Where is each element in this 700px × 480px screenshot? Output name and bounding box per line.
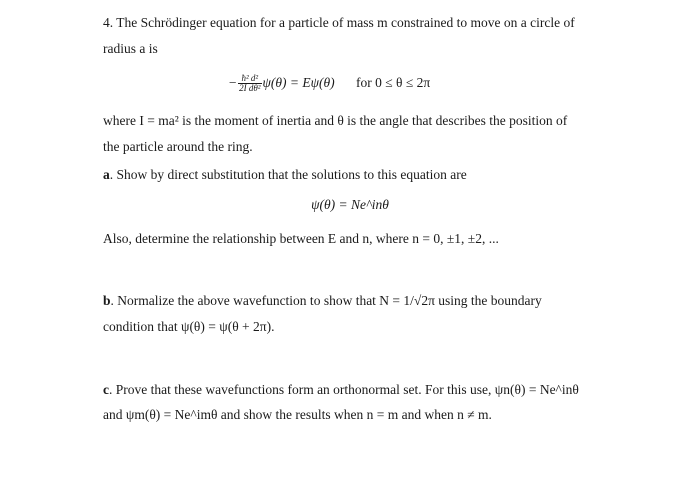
equation-body: ψ(θ) = Eψ(θ): [262, 75, 335, 90]
part-a-followup: Also, determine the relationship between E and n, where n = 0, ±1, ±2, ...: [103, 231, 499, 246]
fraction-numerator: ħ² d²: [238, 74, 261, 84]
part-b-label: b: [103, 293, 111, 308]
part-a-equation: ψ(θ) = Ne^inθ: [311, 197, 389, 212]
part-c-body: . Prove that these wavefunctions form an orthonormal set. For this use, ψn(θ) = Ne^inθ: [109, 382, 579, 397]
schrodinger-equation: [228, 74, 430, 93]
intro-line-1: 4. The Schrödinger equation for a particle of mass m constrained to move on a circle of: [103, 15, 575, 30]
part-a-label: a: [103, 167, 110, 182]
part-b-body: . Normalize the above wavefunction to show that N = 1/√2π using the boundary: [110, 293, 542, 308]
part-a-text: [103, 166, 467, 184]
intro-line-2: radius a is: [103, 41, 158, 56]
part-c-text-1: [103, 381, 579, 399]
part-c-label: c: [103, 382, 109, 397]
equation-fraction: [238, 74, 261, 93]
part-b-text-1: [103, 292, 542, 310]
equation-minus: −: [228, 75, 238, 90]
part-b-text-2: condition that ψ(θ) = ψ(θ + 2π).: [103, 319, 275, 334]
where-line-1: where I = ma² is the moment of inertia and θ is the angle that describes the position of: [103, 113, 568, 128]
equation-condition: for 0 ≤ θ ≤ 2π: [356, 75, 431, 90]
part-c-text-2: and ψm(θ) = Ne^imθ and show the results when n = m and when n ≠ m.: [103, 407, 492, 422]
where-line-2: the particle around the ring.: [103, 139, 253, 154]
fraction-denominator: 2I dθ²: [239, 83, 261, 94]
part-a-body: . Show by direct substitution that the solutions to this equation are: [109, 167, 467, 182]
